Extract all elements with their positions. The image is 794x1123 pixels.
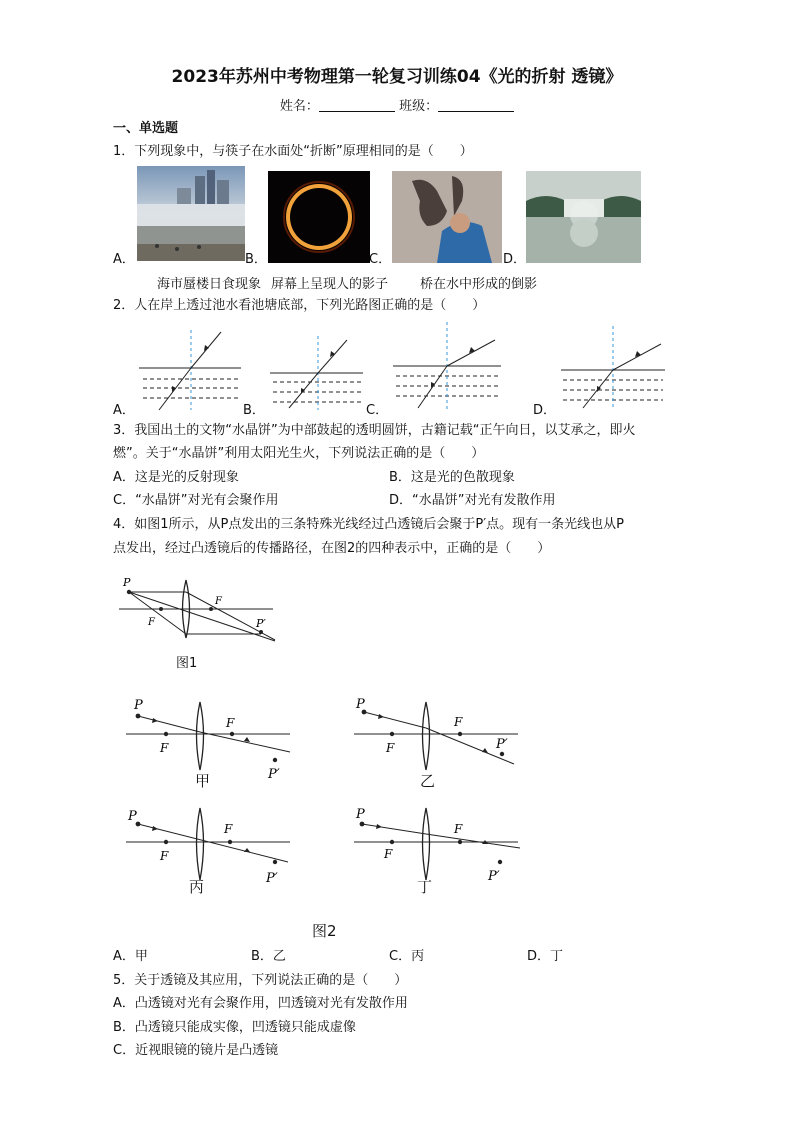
diagram-d bbox=[561, 326, 665, 410]
caption-b: 日食现象 bbox=[209, 277, 262, 292]
q5-option-b[interactable]: B．凸透镜只能成实像，凹透镜只能成虚像 bbox=[113, 1020, 356, 1035]
svg-text:F: F bbox=[160, 741, 169, 755]
svg-text:P: P bbox=[356, 697, 365, 712]
caption-a: 海市蜃楼 bbox=[157, 277, 210, 292]
label-yi: 乙 bbox=[420, 772, 436, 790]
q2-refraction-diagrams bbox=[113, 318, 683, 418]
q1-label-a: A． bbox=[113, 252, 135, 267]
svg-text:P′: P′ bbox=[266, 871, 278, 886]
solar-eclipse-photo bbox=[268, 171, 370, 263]
svg-text:P′: P′ bbox=[268, 767, 280, 782]
figure-2-bing bbox=[120, 800, 300, 900]
class-label: 班级： bbox=[399, 99, 439, 114]
fig1-label: 图1 bbox=[176, 656, 198, 671]
name-label: 姓名： bbox=[279, 99, 319, 114]
section-heading: 一、单选题 bbox=[113, 121, 179, 136]
q2-stem: 2．人在岸上透过池水看池塘底部，下列光路图正确的是（ ） bbox=[113, 298, 486, 313]
diagram-b bbox=[270, 336, 363, 410]
q3-option-a[interactable]: A．这是光的反射现象 bbox=[113, 470, 239, 485]
svg-text:F: F bbox=[386, 741, 395, 755]
svg-text:F: F bbox=[384, 847, 393, 861]
q5-option-c[interactable]: C．近视眼镜的镜片是凸透镜 bbox=[113, 1043, 279, 1058]
svg-text:F: F bbox=[454, 715, 463, 729]
q4-stem-line1: 4．如图1所示，从P点发出的三条特殊光线经过凸透镜后会聚于P′点。现有一条光线也从P bbox=[113, 517, 625, 532]
svg-text:P′: P′ bbox=[488, 869, 500, 884]
svg-text:P′: P′ bbox=[496, 737, 508, 752]
q4-option-d[interactable]: D．丁 bbox=[527, 949, 564, 964]
student-info bbox=[0, 95, 794, 114]
q1-label-d: D． bbox=[503, 252, 527, 267]
shadow-photo bbox=[392, 171, 502, 263]
q3-stem-line1: 3．我国出土的文物“水晶饼”为中部鼓起的透明圆饼，古籍记载“正午向日，以艾承之，即火 bbox=[113, 423, 636, 438]
diagram-a bbox=[139, 330, 241, 410]
figure-1-lens-diagram bbox=[113, 572, 288, 652]
fig1-focus-right: F bbox=[215, 596, 222, 607]
page-title: 2023年苏州中考物理第一轮复习训练04《光的折射 透镜》 bbox=[171, 67, 623, 87]
label-ding: 丁 bbox=[417, 878, 433, 896]
svg-text:F: F bbox=[160, 849, 169, 863]
diagram-c bbox=[393, 322, 501, 410]
q3-option-c[interactable]: C．“水晶饼”对光有会聚作用 bbox=[113, 493, 279, 508]
q3-option-d[interactable]: D．“水晶饼”对光有发散作用 bbox=[389, 493, 556, 508]
q3-stem-line2: 燃”。关于“水晶饼”利用太阳光生火，下列说法正确的是（ ） bbox=[113, 446, 485, 461]
label-bing: 丙 bbox=[189, 878, 205, 896]
q2-label-a: A． bbox=[113, 403, 135, 418]
q4-option-a[interactable]: A．甲 bbox=[113, 949, 148, 964]
q5-stem: 5．关于透镜及其应用，下列说法正确的是（ ） bbox=[113, 973, 408, 988]
figure-2-ding bbox=[348, 800, 528, 900]
q4-option-c[interactable]: C．丙 bbox=[389, 949, 425, 964]
svg-text:P: P bbox=[134, 698, 143, 713]
mirage-photo bbox=[137, 166, 245, 261]
label-jia: 甲 bbox=[195, 772, 211, 790]
svg-text:P: P bbox=[128, 809, 137, 824]
svg-text:P: P bbox=[356, 807, 365, 822]
svg-text:F: F bbox=[226, 716, 235, 730]
svg-text:F: F bbox=[454, 822, 463, 836]
caption-d: 桥在水中形成的倒影 bbox=[420, 277, 538, 292]
q5-option-a[interactable]: A．凸透镜对光有会聚作用，凹透镜对光有发散作用 bbox=[113, 996, 408, 1011]
q1-stem: 1．下列现象中，与筷子在水面处“折断”原理相同的是（ ） bbox=[113, 144, 473, 159]
name-blank[interactable] bbox=[319, 99, 395, 112]
svg-text:F: F bbox=[224, 822, 233, 836]
q2-label-d: D． bbox=[533, 403, 557, 418]
fig2-label: 图2 bbox=[312, 922, 337, 940]
q2-label-c: C． bbox=[366, 403, 389, 418]
q1-label-c: C． bbox=[369, 252, 392, 267]
bridge-reflection-photo bbox=[526, 171, 641, 263]
q2-label-b: B． bbox=[243, 403, 265, 418]
q4-stem-line2: 点发出，经过凸透镜后的传播路径，在图2的四种表示中，正确的是（ ） bbox=[113, 541, 551, 556]
q1-label-b: B． bbox=[245, 252, 267, 267]
figure-2-yi bbox=[348, 692, 528, 792]
q3-option-b[interactable]: B．这是光的色散现象 bbox=[389, 470, 515, 485]
fig1-point-p-prime: P′ bbox=[256, 617, 266, 630]
fig1-point-p: P bbox=[123, 576, 131, 589]
q4-option-b[interactable]: B．乙 bbox=[251, 949, 286, 964]
fig1-focus-left: F bbox=[148, 617, 155, 628]
caption-c: 屏幕上呈现人的影子 bbox=[271, 277, 389, 292]
class-blank[interactable] bbox=[438, 99, 514, 112]
